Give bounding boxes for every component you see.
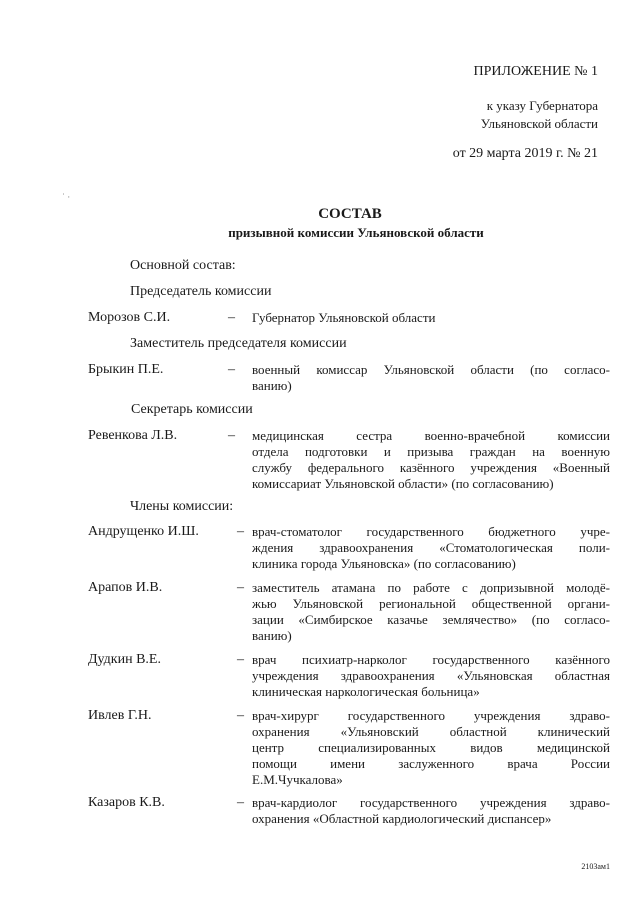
position-line: жью Ульяновской региональной общественной органи-	[252, 596, 610, 611]
position-line: врач-стоматолог государственного бюджетного учре-	[252, 524, 610, 539]
section-main-composition: Основной состав:	[130, 258, 236, 273]
decree-date: от 29 марта 2019 г. № 21	[452, 146, 598, 161]
person-position	[252, 708, 610, 788]
dash: –	[237, 524, 244, 539]
position-line: помощи имени заслуженного врача России	[252, 756, 610, 771]
person-name: Ревенкова Л.В.	[88, 428, 178, 443]
person-name: Брыкин П.Е.	[88, 362, 164, 377]
position-line: зации «Симбирское казачье землячество» (по согласо-	[252, 612, 610, 627]
person-position	[252, 652, 610, 700]
person-position	[252, 362, 610, 394]
person-position	[252, 795, 610, 827]
position-line: охранения «Ульяновский областной клинический	[252, 724, 610, 739]
position-line: учреждения здравоохранения «Ульяновская областная	[252, 668, 610, 683]
section-chairman: Председатель комиссии	[130, 284, 272, 299]
person-name: Морозов С.И.	[88, 310, 171, 325]
document-subtitle: призывной комиссии Ульяновской области	[228, 225, 484, 240]
position-line: ждения здравоохранения «Стоматологическая поли-	[252, 540, 610, 555]
person-position	[252, 310, 610, 326]
dash: –	[237, 580, 244, 595]
position-line: врач-хирург государственного учреждения здраво-	[252, 708, 610, 723]
dash: –	[228, 362, 235, 377]
position-line: ванию)	[252, 378, 292, 393]
person-position	[252, 580, 610, 644]
position-line: медицинская сестра военно-врачебной комиссии	[252, 428, 610, 443]
dash: –	[237, 708, 244, 723]
position-line: комиссариат Ульяновской области» (по согласованию)	[252, 476, 554, 491]
position-line: охранения «Областной кардиологический диспансер»	[252, 811, 552, 826]
position-line: отдела подготовки и призыва граждан на военную	[252, 444, 610, 459]
dash: –	[228, 310, 235, 325]
position-line: врач психиатр-нарколог государственного казённого	[252, 652, 610, 667]
person-name: Арапов И.В.	[88, 580, 163, 595]
position-line: Е.М.Чучкалова»	[252, 772, 343, 787]
section-secretary: Секретарь комиссии	[131, 402, 253, 417]
appendix-number: ПРИЛОЖЕНИЕ № 1	[473, 64, 598, 79]
document-code: 2103ам1	[581, 862, 610, 871]
person-name: Ивлев Г.Н.	[88, 708, 152, 723]
document-title: СОСТАВ	[318, 206, 382, 222]
position-line: Губернатор Ульяновской области	[252, 310, 436, 325]
position-line: врач-кардиолог государственного учреждения здраво-	[252, 795, 610, 810]
person-name: Казаров К.В.	[88, 795, 165, 810]
dash: –	[237, 795, 244, 810]
person-position	[252, 524, 610, 572]
scan-speck: ˙ ·	[62, 192, 71, 202]
header-line-2: Ульяновской области	[480, 116, 598, 131]
position-line: военный комиссар Ульяновской области (по согласо-	[252, 362, 610, 377]
position-line: центр специализированных видов медицинской	[252, 740, 610, 755]
dash: –	[237, 652, 244, 667]
position-line: клиника города Ульяновска» (по согласованию)	[252, 556, 516, 571]
position-line: ванию)	[252, 628, 292, 643]
dash: –	[228, 428, 235, 443]
section-deputy: Заместитель председателя комиссии	[130, 336, 347, 351]
section-members: Члены комиссии:	[130, 499, 234, 514]
position-line: клиническая наркологическая больница»	[252, 684, 480, 699]
position-line: заместитель атамана по работе с допризывной молодё-	[252, 580, 610, 595]
person-name: Андрущенко И.Ш.	[88, 524, 199, 539]
person-position	[252, 428, 610, 492]
position-line: службу федерального казённого учреждения «Военный	[252, 460, 610, 475]
header-line-1: к указу Губернатора	[486, 98, 598, 113]
person-name: Дудкин В.Е.	[88, 652, 161, 667]
